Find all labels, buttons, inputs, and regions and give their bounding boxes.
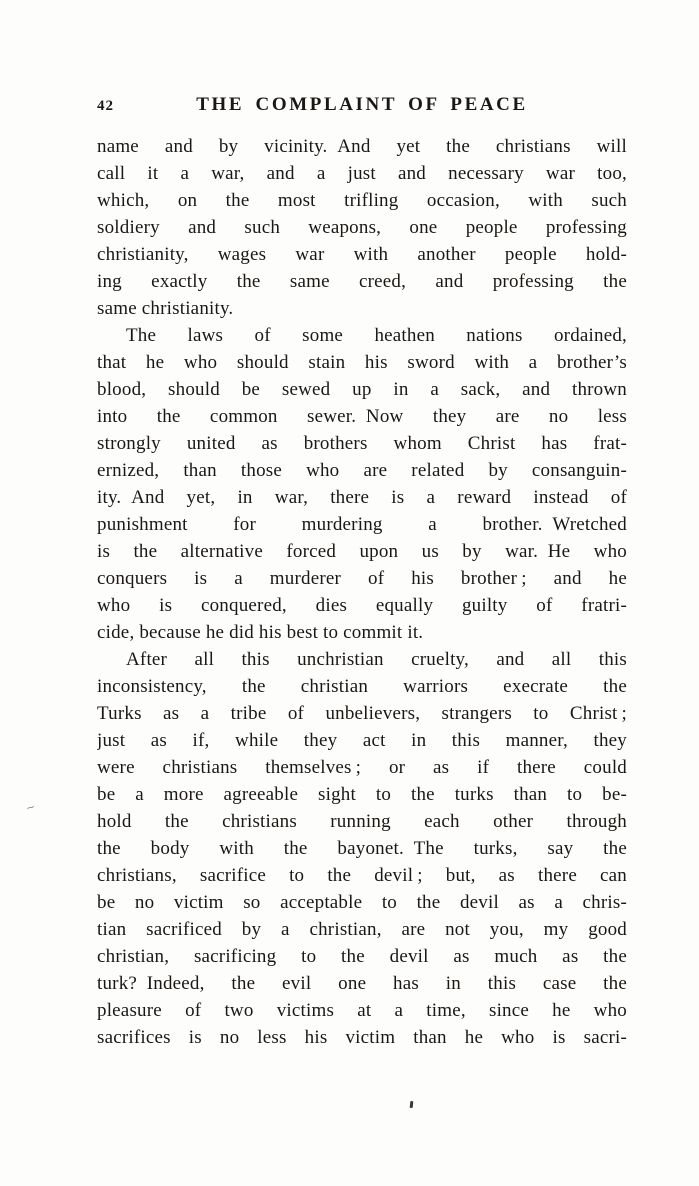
text-line: tian sacrificed by a christian, are not you, my good	[97, 919, 627, 940]
scan-artifact-speck	[410, 1101, 414, 1108]
text-line: the body with the bayonet. The turks, say the	[97, 838, 627, 859]
text-line: After all this unchristian cruelty, and all this	[126, 649, 627, 670]
text-line: name and by vicinity. And yet the christians will	[97, 136, 627, 157]
text-line: ernized, than those who are related by consanguin-	[97, 460, 627, 481]
paragraph	[97, 133, 627, 322]
text-line: punishment for murdering a brother. Wretched	[97, 514, 627, 535]
text-line: be no victim so acceptable to the devil as a chris-	[97, 892, 627, 913]
text-block	[97, 133, 627, 1051]
text-line: were christians themselves ; or as if there could	[97, 757, 627, 778]
scan-artifact-squiggle: ~	[24, 799, 38, 816]
text-line: who is conquered, dies equally guilty of fratri-	[97, 595, 627, 616]
text-line: same christianity.	[97, 298, 234, 319]
text-line: christianity, wages war with another people hold-	[97, 244, 627, 265]
text-line: The laws of some heathen nations ordained,	[126, 325, 627, 346]
text-line: soldiery and such weapons, one people professing	[97, 217, 627, 238]
text-line: be a more agreeable sight to the turks than to be-	[97, 784, 627, 805]
paragraph	[97, 322, 627, 646]
text-line: into the common sewer. Now they are no less	[97, 406, 627, 427]
text-line: which, on the most trifling occasion, with such	[97, 190, 627, 211]
running-head	[97, 92, 627, 118]
text-line: Turks as a tribe of unbelievers, strangers to Christ ;	[97, 703, 627, 724]
text-line: conquers is a murderer of his brother ; and he	[97, 568, 627, 589]
page-number: 42	[97, 98, 114, 114]
text-line: ing exactly the same creed, and professing the	[97, 271, 627, 292]
text-line: that he who should stain his sword with a brother’s	[97, 352, 627, 373]
text-line: call it a war, and a just and necessary war too,	[97, 163, 627, 184]
text-line: blood, should be sewed up in a sack, and thrown	[97, 379, 627, 400]
paragraph	[97, 646, 627, 1051]
text-line: christians, sacrifice to the devil ; but, as there can	[97, 865, 627, 886]
text-line: pleasure of two victims at a time, since he who	[97, 1000, 627, 1021]
text-line: ity. And yet, in war, there is a reward instead of	[97, 487, 627, 508]
text-line: is the alternative forced upon us by war. He who	[97, 541, 627, 562]
text-line: christian, sacrificing to the devil as much as the	[97, 946, 627, 967]
text-line: hold the christians running each other through	[97, 811, 627, 832]
text-line: turk? Indeed, the evil one has in this case the	[97, 973, 627, 994]
running-title: THE COMPLAINT OF PEACE	[196, 94, 528, 115]
text-line: sacrifices is no less his victim than he who is sacri-	[97, 1027, 627, 1048]
text-line: cide, because he did his best to commit it.	[97, 622, 424, 643]
text-line: inconsistency, the christian warriors execrate the	[97, 676, 627, 697]
text-line: strongly united as brothers whom Christ has frat-	[97, 433, 627, 454]
text-line: just as if, while they act in this manner, they	[97, 730, 627, 751]
